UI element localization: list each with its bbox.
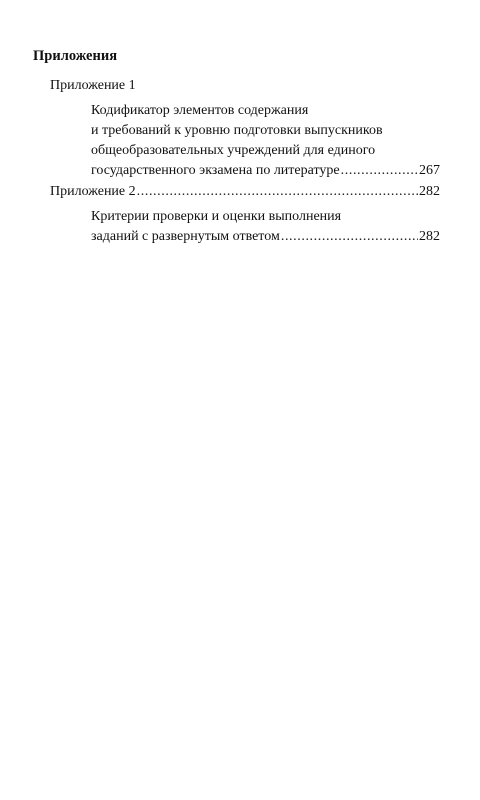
- toc-entry-appendix-1[interactable]: [50, 76, 440, 96]
- toc-subentry-text: общеобразовательных учреждений для единого: [91, 143, 376, 158]
- toc-entry-title: Приложение 1: [50, 78, 136, 93]
- toc-subentry-line-1: [91, 101, 440, 121]
- toc-subentry-text: заданий с развернутым ответом: [91, 229, 280, 244]
- toc-subentry-codifier[interactable]: [91, 161, 440, 181]
- dot-leader: [137, 182, 418, 202]
- page-number: 267: [419, 163, 440, 178]
- toc-subentry-text: и требований к уровню подготовки выпускников: [91, 123, 383, 138]
- toc-subentry-text: Кодификатор элементов содержания: [91, 103, 309, 118]
- toc-entry-appendix-2[interactable]: [50, 182, 440, 202]
- toc-entry-title: Приложение 2: [50, 184, 136, 199]
- page-number: 282: [419, 229, 440, 244]
- toc-subentry-text: государственного экзамена по литературе: [91, 163, 340, 178]
- toc-subentry-line-1: [91, 207, 440, 227]
- dot-leader: [341, 161, 418, 181]
- toc-subentry-line-2: [91, 121, 440, 141]
- toc-subentry-line-3: [91, 141, 440, 161]
- toc-subentry-text: Критерии проверки и оценки выполнения: [91, 209, 342, 224]
- page-number: 282: [419, 184, 440, 199]
- dot-leader: [281, 227, 418, 247]
- section-heading: Приложения: [33, 48, 118, 64]
- toc-subentry-criteria[interactable]: [91, 227, 440, 247]
